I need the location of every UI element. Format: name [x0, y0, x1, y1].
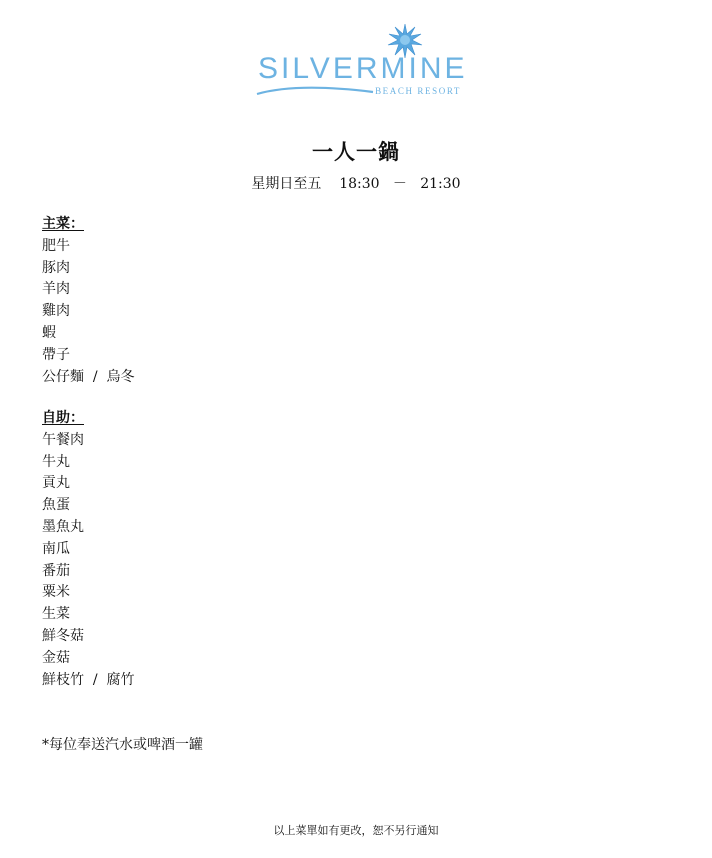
- list-item: 南瓜: [42, 540, 70, 557]
- menu-title: 一人一鍋: [312, 139, 400, 164]
- list-item: 墨魚丸: [42, 518, 84, 535]
- buffet-section: [42, 408, 135, 691]
- list-item: 午餐肉: [42, 431, 84, 448]
- list-item: 鮮冬菇: [42, 627, 84, 644]
- list-item: 粟米: [42, 584, 70, 601]
- main-course-heading: 主菜：: [42, 216, 84, 232]
- list-item: 羊肉: [42, 281, 70, 298]
- list-item: 公仔麵 / 烏冬: [42, 368, 135, 385]
- list-item: 雞肉: [42, 303, 70, 320]
- list-item: 蝦: [42, 324, 56, 341]
- main-course-section: [42, 214, 135, 388]
- list-item: 番茄: [42, 562, 70, 579]
- silvermine-logo: [255, 24, 467, 102]
- list-item: 貢丸: [42, 475, 70, 492]
- list-item: 豚肉: [42, 259, 70, 276]
- list-item: 肥牛: [42, 237, 70, 254]
- list-item: 牛丸: [42, 453, 70, 470]
- drink-note: *每位奉送汽水或啤酒一罐: [42, 737, 203, 753]
- logo-tagline: BEACH RESORT: [375, 86, 461, 96]
- service-hours: 星期日至五 18:30 － 21:30: [251, 176, 461, 192]
- footer-disclaimer: 以上菜單如有更改，恕不另行通知: [273, 824, 439, 837]
- buffet-heading: 自助：: [42, 410, 84, 426]
- logo-wordmark: SILVERMINE: [258, 52, 468, 85]
- list-item: 鮮枝竹 / 腐竹: [42, 671, 135, 688]
- list-item: 生菜: [42, 606, 70, 623]
- list-item: 金菇: [42, 649, 70, 666]
- list-item: 魚蛋: [42, 497, 70, 514]
- list-item: 帶子: [42, 346, 70, 363]
- wave-icon: [255, 84, 375, 98]
